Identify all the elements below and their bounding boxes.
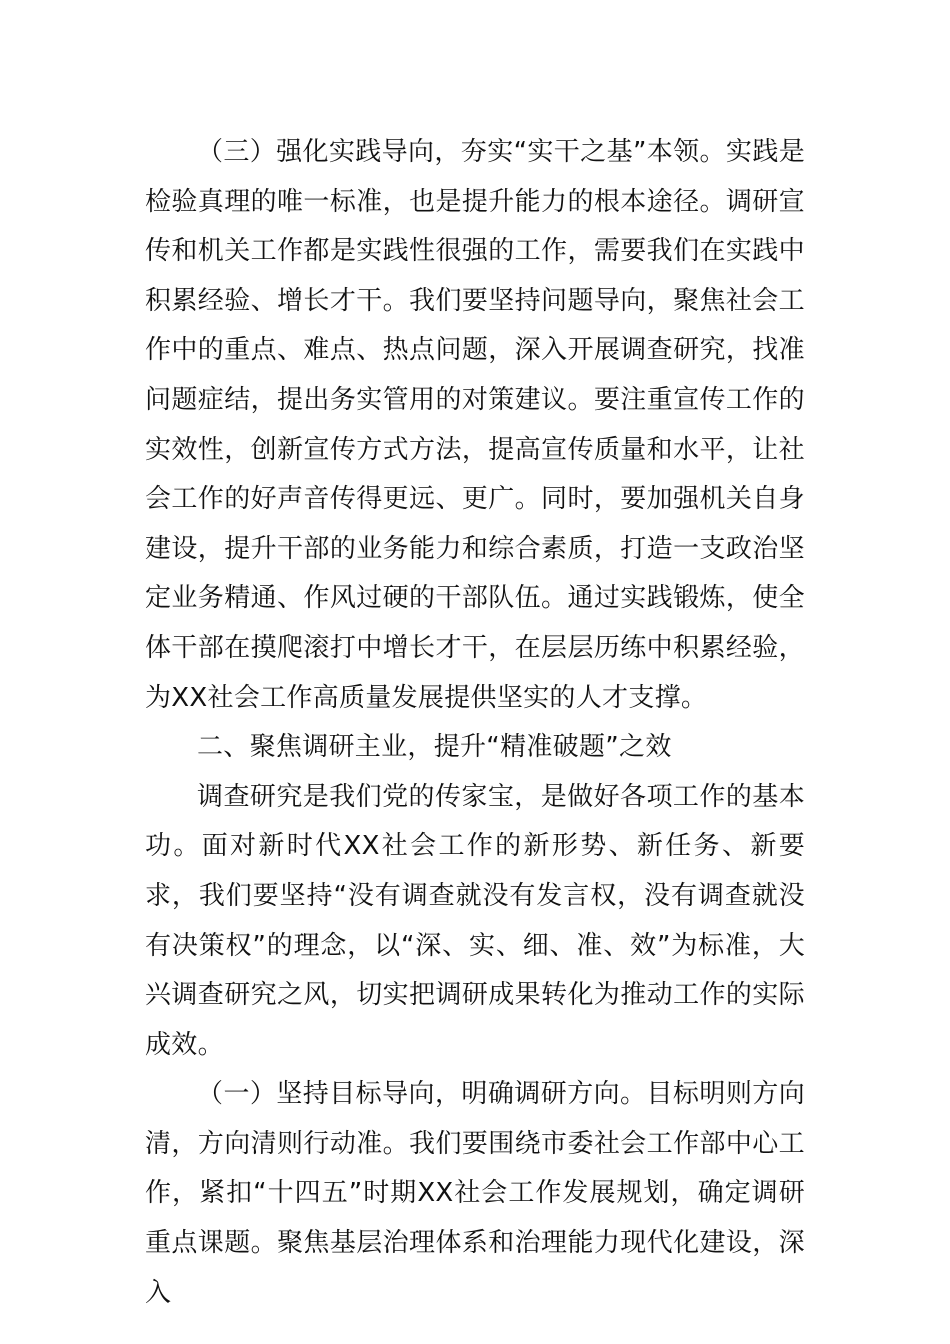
paragraph-research-intro: 调查研究是我们党的传家宝，是做好各项工作的基本功。面对新时代XX社会工作的新形势、新任务、新要求，我们要坚持“没有调查就没有发言权，没有调查就没有决策权”的理念，以“深、实、细、准、效”为标准，大兴调查研究之风，切实把调研成果转化为推动工作的实际成效。 [145, 781, 805, 1060]
paragraph-practice-orientation: （三）强化实践导向，夯实“实干之基”本领。实践是检验真理的唯一标准，也是提升能力的根本途径。调研宣传和机关工作都是实践性很强的工作，需要我们在实践中积累经验、增长才干。我们要坚持问题导向，聚焦社会工作中的重点、难点、热点问题，深入开展调查研究，找准问题症结，提出务实管用的对策建议。要注重宣传工作的实效性，创新宣传方式方法，提高宣传质量和水平，让社会工作的好声音传得更远、更广。同时，要加强机关自身建设，提升干部的业务能力和综合素质，打造一支政治坚定业务精通、作风过硬的干部队伍。通过实践锻炼，使全体干部在摸爬滚打中增长才干，在层层历练中积累经验，为XX社会工作高质量发展提供坚实的人才支撑。 [145, 137, 805, 713]
section-heading-research: 二、聚焦调研主业，提升“精准破题”之效 [197, 732, 672, 763]
document-body [145, 128, 805, 1318]
paragraph-goal-orientation: （一）坚持目标导向，明确调研方向。目标明则方向清，方向清则行动准。我们要围绕市委社会工作部中心工作，紧扣“十四五”时期XX社会工作发展规划，确定调研重点课题。聚焦基层治理体系和治理能力现代化建设，深入 [145, 1079, 805, 1308]
